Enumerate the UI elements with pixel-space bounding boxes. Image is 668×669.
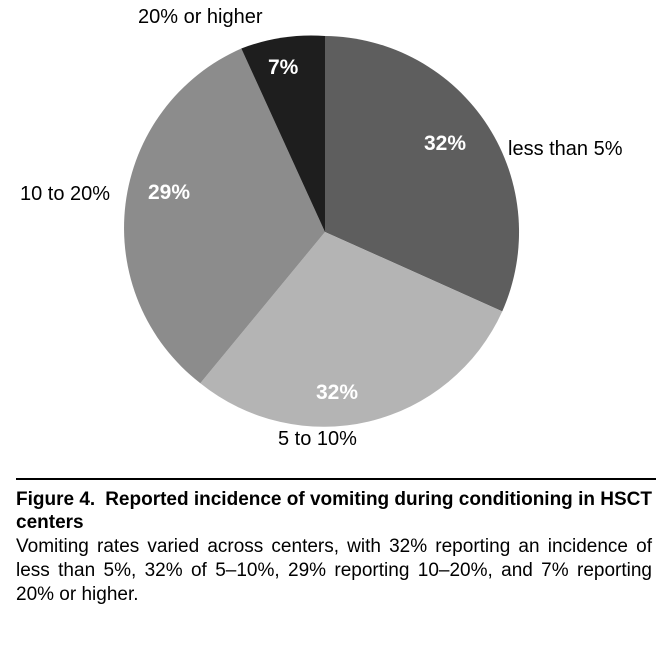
value-label-20-or-higher: 7% xyxy=(268,56,299,79)
figure-title-text: Reported incidence of vomiting during conditioning in HSCT centers xyxy=(16,489,652,533)
category-label-10-to-20: 10 to 20% xyxy=(20,183,111,205)
caption-body: Vomiting rates varied across centers, with 32% reporting an incidence of less than 5%, 32% of 5–10%, 29% reporting 10–20%, and 7% reporting 20% or higher. xyxy=(16,536,652,605)
value-label-less-than-5: 32% xyxy=(424,132,467,155)
value-label-5-to-10: 32% xyxy=(316,381,359,404)
category-label-5-to-10: 5 to 10% xyxy=(278,428,357,450)
category-label-less-than-5: less than 5% xyxy=(508,138,623,160)
value-label-10-to-20: 29% xyxy=(148,181,191,204)
caption-title xyxy=(16,488,656,534)
category-label-20-or-higher: 20% or higher xyxy=(138,6,263,28)
figure-caption xyxy=(16,478,656,607)
figure-number: Figure 4. xyxy=(16,489,96,510)
caption-divider xyxy=(16,478,656,480)
